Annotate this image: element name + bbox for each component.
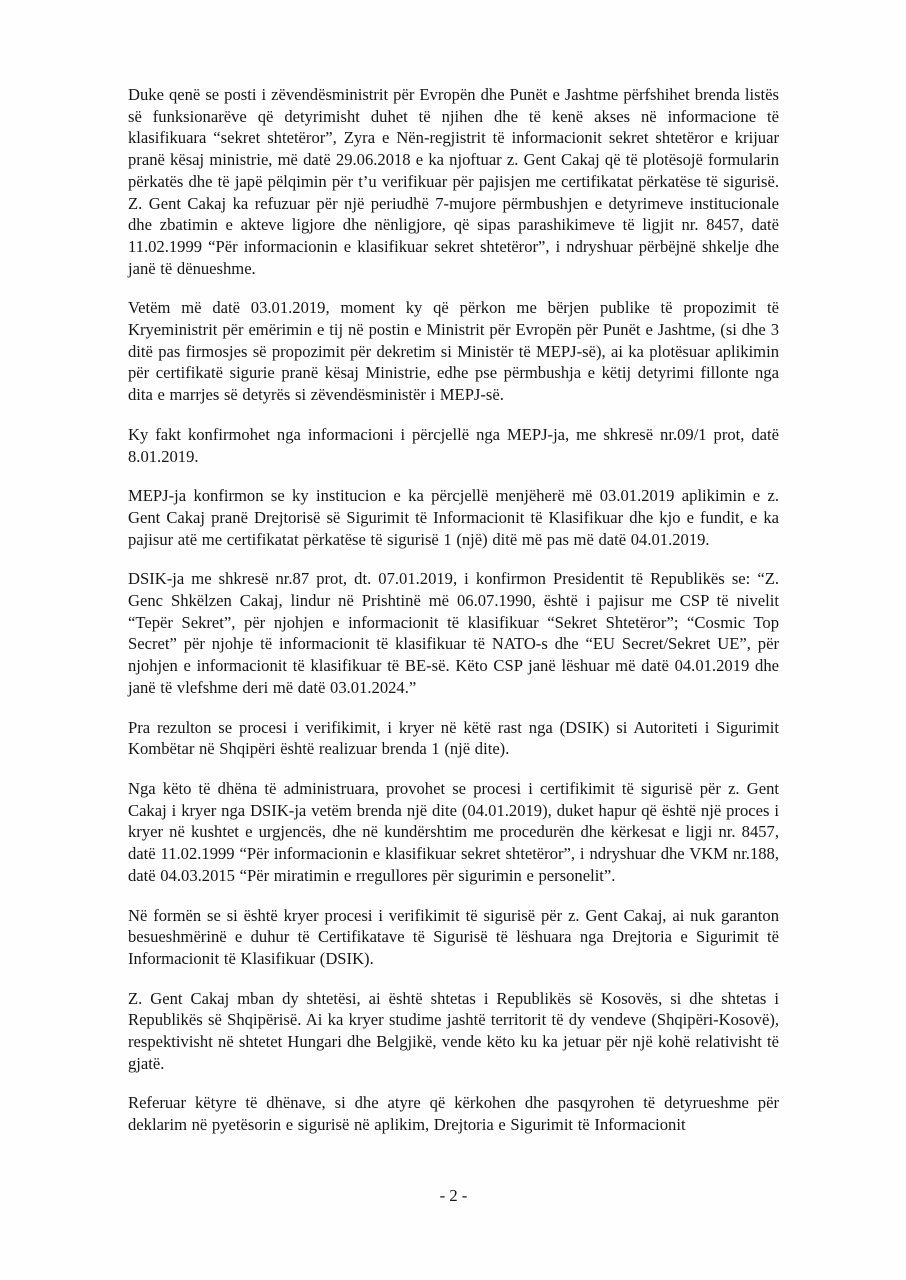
paragraph: Ky fakt konfirmohet nga informacioni i përcjellë nga MEPJ-ja, me shkresë nr.09/1 prot, datë 8.01.2019.	[128, 424, 779, 466]
document-body	[128, 84, 779, 1154]
paragraph: Nga këto të dhëna të administruara, provohet se procesi i certifikimit të sigurisë për z. Gent Cakaj i kryer nga DSIK-ja vetëm brenda një dite (04.01.2019), duket hapur që është një proces i kryer në kushtet e urgjencës, dhe në kundërshtim me procedurën dhe kërkesat e ligji nr. 8457, datë 11.02.1999 “Për informacionin e klasifikuar sekret shtetëror”, i ndryshuar dhe VKM nr.188, datë 04.03.2015 “Për miratimin e rregullores për sigurimin e personelit”.	[128, 778, 779, 885]
paragraph: Referuar këtyre të dhënave, si dhe atyre që kërkohen dhe pasqyrohen të detyrueshme për deklarim në pyetësorin e sigurisë në aplikim, Drejtoria e Sigurimit të Informacionit	[128, 1093, 779, 1135]
paragraph: Në formën se si është kryer procesi i verifikimit të sigurisë për z. Gent Cakaj, ai nuk garanton besueshmërinë e duhur të Certifikatave të Sigurisë të lëshuara nga Drejtoria e Sigurimit të Informacionit të Klasifikuar (DSIK).	[128, 905, 779, 968]
paragraph: MEPJ-ja konfirmon se ky institucion e ka përcjellë menjëherë më 03.01.2019 aplikimin e z. Gent Cakaj pranë Drejtorisë së Sigurimit të Informacionit të Klasifikuar dhe kjo e fundit, e ka pajisur atë me certifikatat përkatëse të sigurisë 1 (një) ditë më pas më datë 04.01.2019.	[128, 486, 779, 549]
paragraph: Vetëm më datë 03.01.2019, moment ky që përkon me bërjen publike të propozimit të Kryeministrit për emërimin e tij në postin e Ministrit për Evropën për Punët e Jashtme, (si dhe 3 ditë pas firmosjes së propozimit për dekretim si Ministër të MEPJ-së), ai ka plotësuar aplikimin për certifikatë sigurie pranë kësaj Ministrie, edhe pse përmbushja e këtij detyrimi fillonte nga dita e marrjes së detyrës si zëvendësministër i MEPJ-së.	[128, 298, 779, 405]
paragraph: Z. Gent Cakaj mban dy shtetësi, ai është shtetas i Republikës së Kosovës, si dhe shtetas i Republikës së Shqipërisë. Ai ka kryer studime jashtë territorit të dy vendeve (Shqipëri-Kosovë), respektivisht në shtetet Hungari dhe Belgjikë, vende këto ku ka jetuar për një kohë relativisht të gjatë.	[128, 988, 779, 1073]
paragraph: Duke qenë se posti i zëvendësministrit për Evropën dhe Punët e Jashtme përfshihet brenda listës së funksionarëve që detyrimisht duhet të njihen dhe të kenë akses në informacione të klasifikuara “sekret shtetëror”, Zyra e Nën-regjistrit të informacionit sekret shtetëror e krijuar pranë kësaj ministrie, më datë 29.06.2018 e ka njoftuar z. Gent Cakaj që të plotësojë formularin përkatës dhe të japë pëlqimin për t’u verifikuar për pajisjen me certifikatat përkatëse të sigurisë. Z. Gent Cakaj ka refuzuar për një periudhë 7-mujore përmbushjen e detyrimeve institucionale dhe zbatimin e akteve ligjore dhe nënligjore, që sipas parashikimeve të ligjit nr. 8457, datë 11.02.1999 “Për informacionin e klasifikuar sekret shtetëror”, i ndryshuar përbëjnë shkelje dhe janë të dënueshme.	[128, 85, 779, 278]
page-number: - 2 -	[439, 1186, 468, 1205]
paragraph: Pra rezulton se procesi i verifikimit, i kryer në këtë rast nga (DSIK) si Autoriteti i Sigurimit Kombëtar në Shqipëri është realizuar brenda 1 (një dite).	[128, 717, 779, 759]
paragraph: DSIK-ja me shkresë nr.87 prot, dt. 07.01.2019, i konfirmon Presidentit të Republikës se: “Z. Genc Shkëlzen Cakaj, lindur në Prishtinë më 06.07.1990, është i pajisur me CSP të nivelit “Tepër Sekret”, për njohjen e informacionit të klasifikuar “Sekret Shtetëror”; “Cosmic Top Secret” për njohje të informacionit të klasifikuar të NATO-s dhe “EU Secret/Sekret UE”, për njohjen e informacionit të klasifikuar të BE-së. Këto CSP janë lëshuar më datë 04.01.2019 dhe janë të vlefshme deri më datë 03.01.2024.”	[128, 569, 779, 697]
